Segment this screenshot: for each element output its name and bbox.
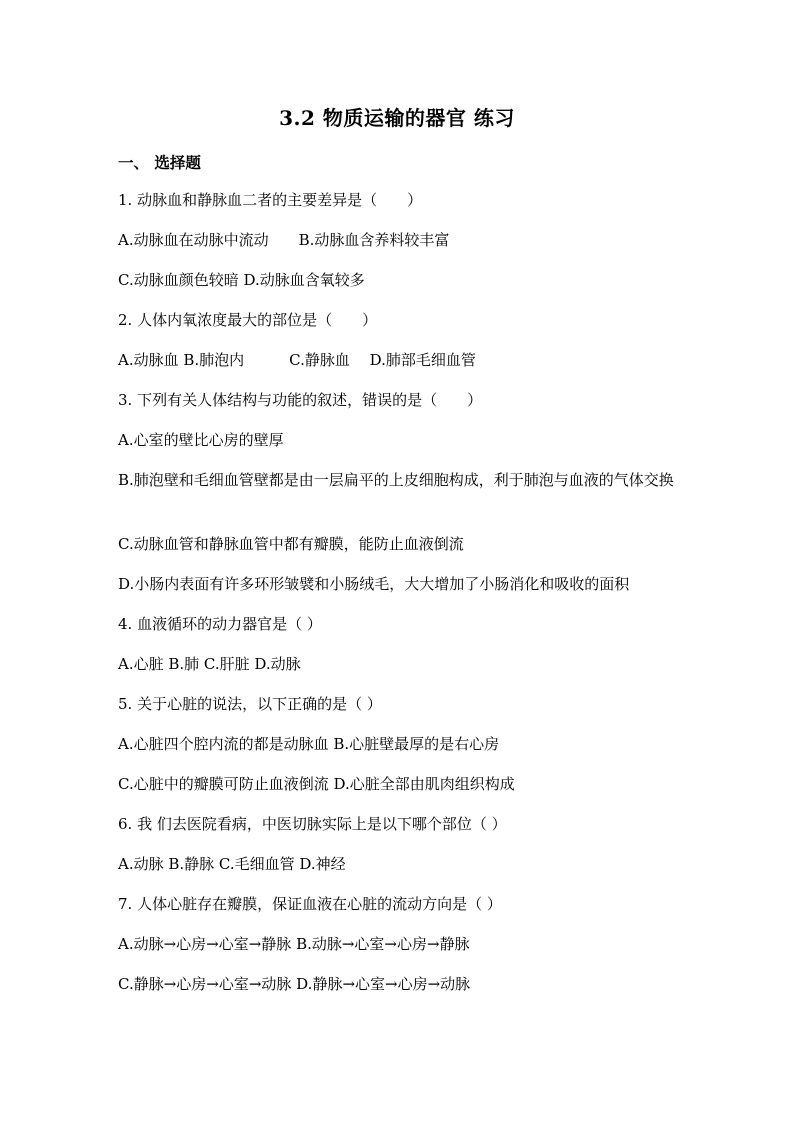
question-3-option-d: D.小肠内表面有许多环形皱襞和小肠绒毛，大大增加了小肠消化和吸收的面积 xyxy=(118,575,630,593)
question-3-option-b: B.肺泡壁和毛细血管壁都是由一层扁平的上皮细胞构成，利于肺泡与血液的气体交换 xyxy=(118,471,674,489)
question-3: 3. 下列有关人体结构与功能的叙述，错误的是（ ） xyxy=(118,391,483,409)
question-1-options-cd: C.动脉血颜色较暗 D.动脉血含氧较多 xyxy=(118,271,365,289)
question-4-options: A.心脏 B.肺 C.肝脏 D.动脉 xyxy=(118,655,301,673)
page-title: 3.2 物质运输的器官 练习 xyxy=(279,106,515,130)
question-4: 4. 血液循环的动力器官是（ ） xyxy=(118,615,322,633)
question-5: 5. 关于心脏的说法，以下正确的是（ ） xyxy=(118,695,382,713)
question-3-option-a: A.心室的壁比心房的壁厚 xyxy=(118,431,284,449)
section-heading: 一、 选择题 xyxy=(118,153,201,172)
question-3-option-c: C.动脉血管和静脉血管中都有瓣膜，能防止血液倒流 xyxy=(118,535,464,553)
question-1: 1. 动脉血和静脉血二者的主要差异是（ ） xyxy=(118,191,423,209)
question-7-options-ab: A.动脉→心房→心室→静脉 B.动脉→心室→心房→静脉 xyxy=(118,935,470,953)
question-5-options-ab: A.心脏四个腔内流的都是动脉血 B.心脏壁最厚的是右心房 xyxy=(118,735,500,753)
question-7-options-cd: C.静脉→心房→心室→动脉 D.静脉→心室→心房→动脉 xyxy=(118,975,471,993)
question-7: 7. 人体心脏存在瓣膜，保证血液在心脏的流动方向是（ ） xyxy=(118,895,502,913)
question-2-options: A.动脉血 B.肺泡内 C.静脉血 D.肺部毛细血管 xyxy=(118,351,476,369)
question-2: 2. 人体内氧浓度最大的部位是（ ） xyxy=(118,311,378,329)
question-6-options: A.动脉 B.静脉 C.毛细血管 D.神经 xyxy=(118,855,346,873)
question-1-options-ab: A.动脉血在动脉中流动 B.动脉血含养料较丰富 xyxy=(118,231,450,249)
question-6: 6. 我 们去医院看病，中医切脉实际上是以下哪个部位（ ） xyxy=(118,815,507,833)
question-5-options-cd: C.心脏中的瓣膜可防止血液倒流 D.心脏全部由肌肉组织构成 xyxy=(118,775,515,793)
